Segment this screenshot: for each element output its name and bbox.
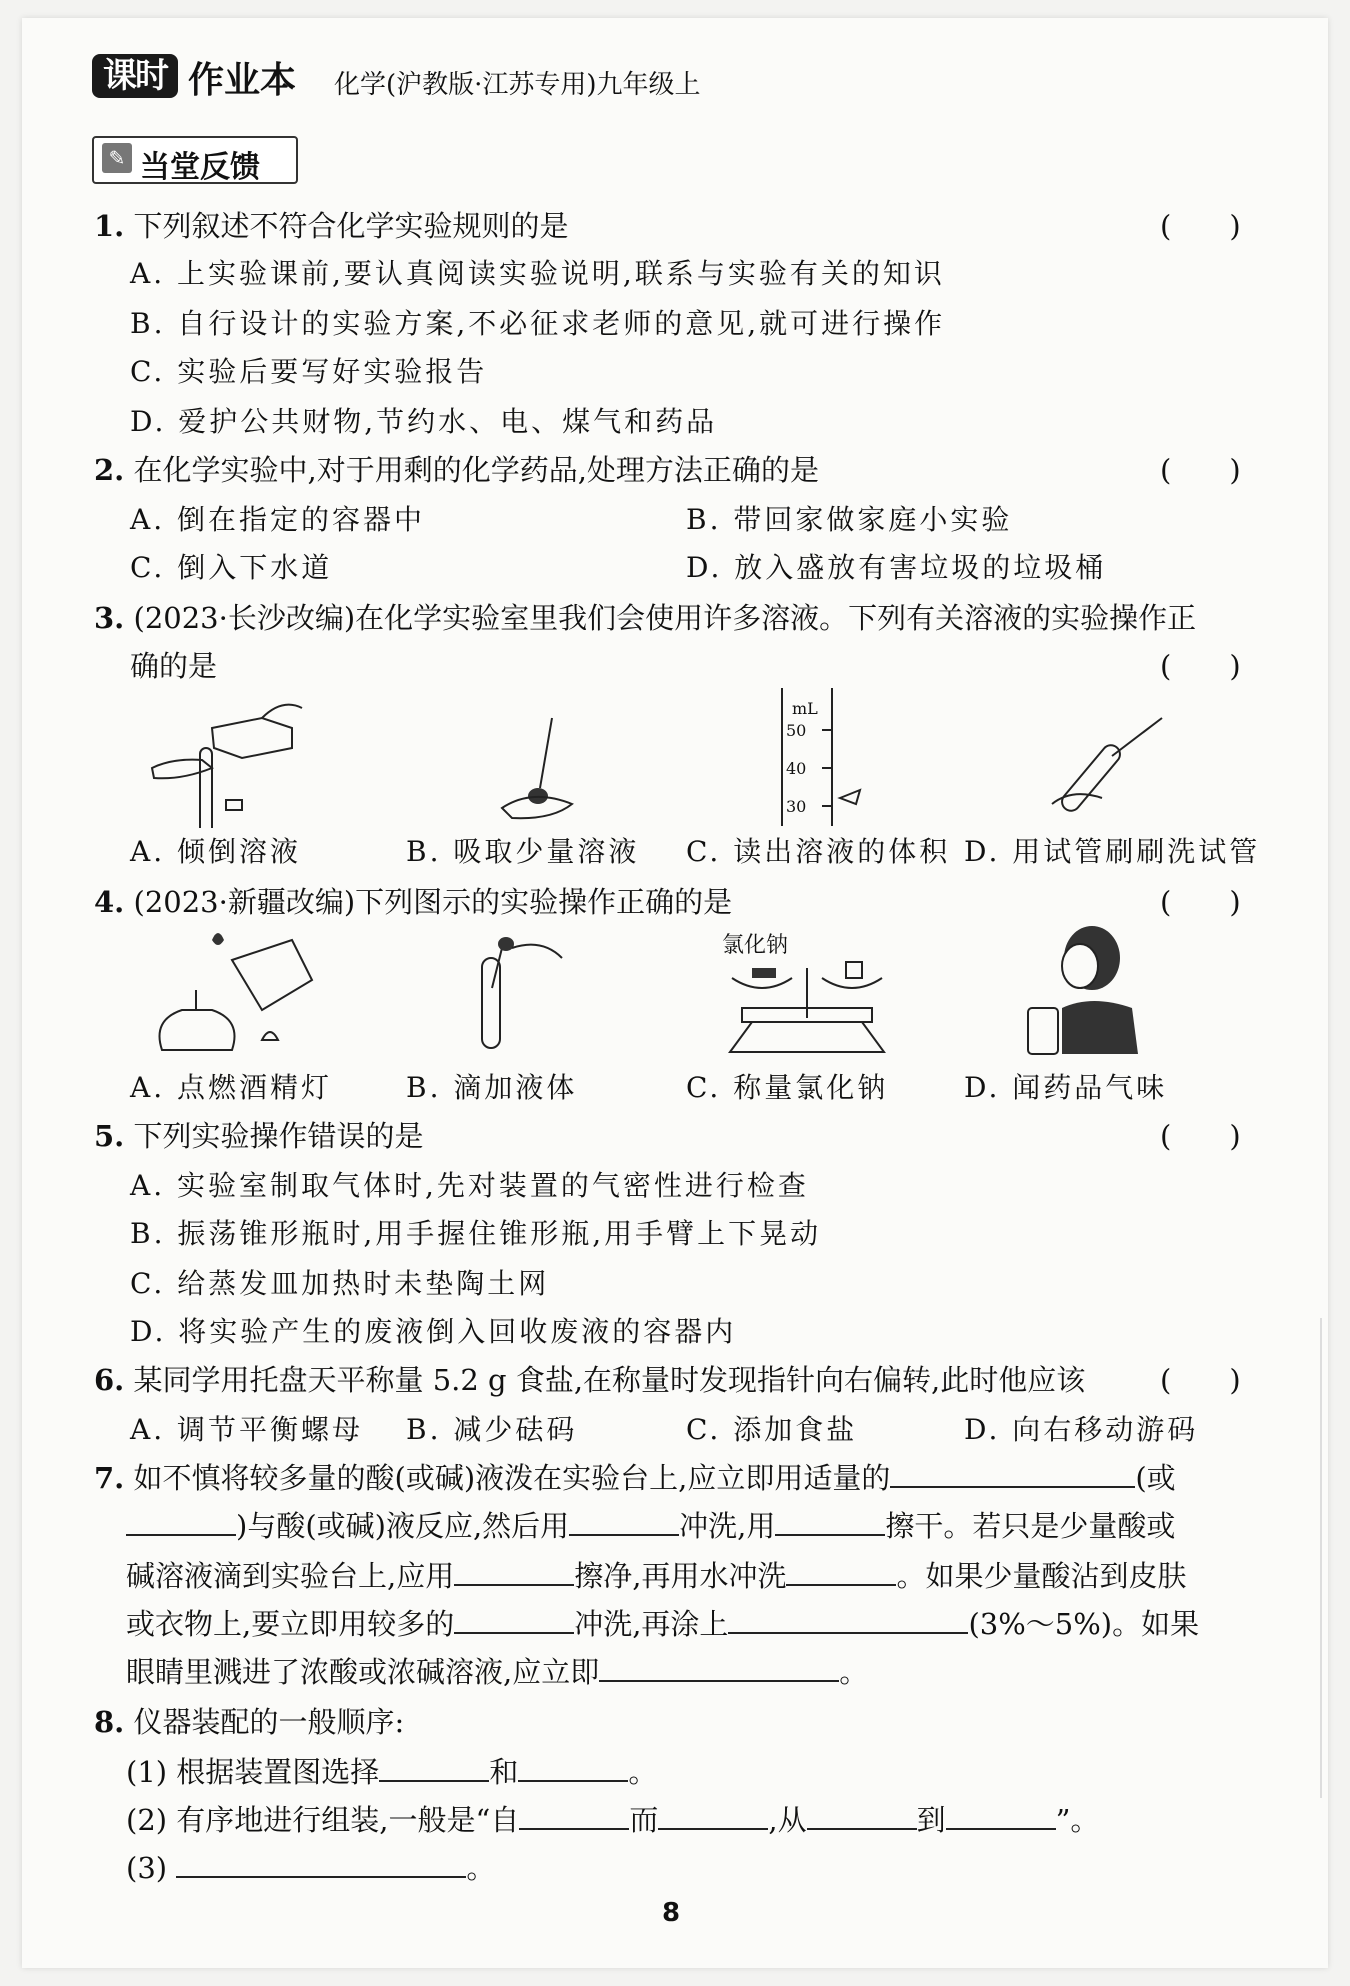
q5-option-a: A. 实验室制取气体时,先对装置的气密性进行检查 (130, 1169, 809, 1202)
q2-option-a: A. 倒在指定的容器中 (130, 503, 426, 536)
q6-option-b: B. 减少砝码 (406, 1413, 578, 1446)
balance-scale-figure (722, 958, 892, 1058)
q3-number: 3. (94, 601, 125, 635)
section-header (92, 136, 298, 184)
q7-text-4c: (3%～5%)。如果 (968, 1607, 1200, 1641)
q3-answer-paren[interactable]: ( ) (1160, 649, 1241, 683)
dropper-figure (492, 708, 602, 828)
q8-blank-5[interactable] (807, 1802, 917, 1830)
q3-stem (94, 596, 1196, 637)
q8-number: 8. (94, 1705, 125, 1739)
q7-text-4b: 冲洗,再涂上 (574, 1607, 729, 1641)
q1-text: 下列叙述不符合化学实验规则的是 (133, 209, 569, 243)
q7-line-2 (126, 1504, 1175, 1545)
q5-text: 下列实验操作错误的是 (133, 1119, 424, 1153)
q7-number: 7. (94, 1461, 125, 1495)
q3-text-cont: 确的是 (130, 649, 218, 683)
q8-text-2d: 到 (916, 1803, 946, 1837)
q8-blank-6[interactable] (946, 1802, 1056, 1830)
q8-text-2a: (2) 有序地进行组装,一般是“自 (126, 1803, 520, 1837)
q8-blank-3[interactable] (519, 1802, 629, 1830)
q7-text-2c: 擦干。若只是少量酸或 (885, 1509, 1176, 1543)
series-title: 作业本 (188, 60, 297, 101)
q7-blank-4[interactable] (775, 1508, 885, 1536)
test-tube-brush-figure (1042, 708, 1192, 828)
q1-answer-paren[interactable]: ( ) (1160, 209, 1241, 243)
q7-text-4a: 或衣物上,要立即用较多的 (126, 1607, 455, 1641)
pencil-icon: ✎ (102, 143, 132, 173)
section-title: 当堂反馈 (140, 150, 260, 185)
q8-text-3a: (3) (126, 1851, 168, 1885)
q7-blank-6[interactable] (786, 1558, 896, 1586)
q4-option-c: C. 称量氯化钠 (686, 1071, 889, 1104)
q2-number: 2. (94, 453, 125, 487)
q8-blank-4[interactable] (658, 1802, 768, 1830)
q5-number: 5. (94, 1119, 125, 1153)
alcohol-lamp-figure (152, 920, 322, 1060)
q1-stem (94, 204, 569, 245)
q7-blank-3[interactable] (569, 1508, 679, 1536)
q8-text-1b: 和 (489, 1755, 519, 1789)
q6-option-d: D. 向右移动游码 (964, 1413, 1199, 1446)
q1-option-d: D. 爱护公共财物,节约水、电、煤气和药品 (130, 405, 718, 438)
q8-step-2 (126, 1798, 1099, 1839)
q7-blank-2[interactable] (126, 1508, 236, 1536)
q4-number: 4. (94, 885, 125, 919)
q8-blank-7[interactable] (176, 1850, 466, 1878)
q8-text-3b: 。 (466, 1851, 496, 1885)
q2-answer-paren[interactable]: ( ) (1160, 453, 1241, 487)
q7-line-4 (126, 1602, 1199, 1643)
margin-rule (1320, 1318, 1322, 1798)
cylinder-tick-30: 30 (786, 797, 807, 816)
q7-blank-9[interactable] (599, 1654, 839, 1682)
q5-stem (94, 1114, 424, 1155)
q5-option-b: B. 振荡锥形瓶时,用手握住锥形瓶,用手臂上下晃动 (130, 1217, 822, 1250)
page-number: 8 (662, 1898, 681, 1928)
q8-text-2c: ,从 (768, 1803, 807, 1837)
q1-number: 1. (94, 209, 125, 243)
q8-blank-2[interactable] (518, 1754, 628, 1782)
q4-answer-paren[interactable]: ( ) (1160, 885, 1241, 919)
q7-text-5b: 。 (839, 1655, 869, 1689)
q3-option-b: B. 吸取少量溶液 (406, 835, 640, 868)
q8-text: 仪器装配的一般顺序: (133, 1705, 405, 1739)
q7-line-1 (94, 1456, 1176, 1497)
q6-option-a: A. 调节平衡螺母 (130, 1413, 364, 1446)
q7-text-1b: (或 (1135, 1461, 1176, 1495)
q8-text-2b: 而 (629, 1803, 659, 1837)
pouring-liquid-figure (142, 688, 312, 828)
q6-stem (94, 1358, 1085, 1399)
q5-answer-paren[interactable]: ( ) (1160, 1119, 1241, 1153)
series-badge: 课时 (92, 54, 178, 98)
cylinder-tick-40: 40 (786, 759, 807, 778)
subject-title: 化学(沪教版·江苏专用)九年级上 (334, 70, 701, 100)
q4-option-b: B. 滴加液体 (406, 1071, 578, 1104)
q3-text: (2023·长沙改编)在化学实验室里我们会使用许多溶液。下列有关溶液的实验操作正 (133, 601, 1197, 635)
q2-option-d: D. 放入盛放有害垃圾的垃圾桶 (686, 551, 1107, 584)
q8-stem (94, 1700, 404, 1741)
q8-step-3 (126, 1846, 495, 1887)
q7-blank-1[interactable] (890, 1460, 1135, 1488)
q7-text-3a: 碱溶液滴到实验台上,应用 (126, 1559, 455, 1593)
q2-option-b: B. 带回家做家庭小实验 (686, 503, 1013, 536)
cylinder-tick-50: 50 (786, 721, 807, 740)
q4-text: (2023·新疆改编)下列图示的实验操作正确的是 (133, 885, 733, 919)
q1-option-b: B. 自行设计的实验方案,不必征求老师的意见,就可进行操作 (130, 307, 946, 340)
q4-option-a: A. 点燃酒精灯 (130, 1071, 333, 1104)
q6-number: 6. (94, 1363, 125, 1397)
q8-step-1 (126, 1750, 657, 1791)
q7-text-3b: 擦净,再用水冲洗 (574, 1559, 787, 1593)
q7-text-5a: 眼睛里溅进了浓酸或浓碱溶液,应立即 (126, 1655, 600, 1689)
q7-line-5 (126, 1650, 868, 1691)
cylinder-unit: mL (792, 699, 818, 718)
q2-option-c: C. 倒入下水道 (130, 551, 333, 584)
q7-text-2a: )与酸(或碱)液反应,然后用 (236, 1509, 570, 1543)
q5-option-d: D. 将实验产生的废液倒入回收废液的容器内 (130, 1315, 737, 1348)
q6-option-c: C. 添加食盐 (686, 1413, 858, 1446)
scale-label: 氯化钠 (722, 933, 789, 958)
q4-option-d: D. 闻药品气味 (964, 1071, 1168, 1104)
q8-text-1a: (1) 根据装置图选择 (126, 1755, 380, 1789)
q7-line-3 (126, 1554, 1186, 1595)
dropping-liquid-figure (462, 928, 572, 1058)
worksheet-page (22, 18, 1328, 1968)
q7-blank-7[interactable] (454, 1606, 574, 1634)
q8-text-2e: ”。 (1055, 1803, 1100, 1837)
q2-text: 在化学实验中,对于用剩的化学药品,处理方法正确的是 (133, 453, 819, 487)
q1-option-c: C. 实验后要写好实验报告 (130, 355, 488, 388)
q3-option-c: C. 读出溶液的体积 (686, 835, 951, 868)
q6-text: 某同学用托盘天平称量 5.2 g 食盐,在称量时发现指针向右偏转,此时他应该 (133, 1363, 1086, 1397)
q7-text-1a: 如不慎将较多量的酸(或碱)液泼在实验台上,应立即用适量的 (133, 1461, 891, 1495)
q4-stem (94, 880, 732, 921)
q8-text-1c: 。 (628, 1755, 658, 1789)
smelling-chemical-figure (1022, 918, 1152, 1058)
q7-blank-5[interactable] (454, 1558, 574, 1586)
q6-answer-paren[interactable]: ( ) (1160, 1363, 1241, 1397)
graduated-cylinder-figure (760, 678, 870, 828)
q7-blank-8[interactable] (728, 1606, 968, 1634)
q7-text-3c: 。如果少量酸沾到皮肤 (896, 1559, 1187, 1593)
q1-option-a: A. 上实验课前,要认真阅读实验说明,联系与实验有关的知识 (130, 257, 945, 290)
q2-stem (94, 448, 819, 489)
q7-text-2b: 冲洗,用 (679, 1509, 776, 1543)
q5-option-c: C. 给蒸发皿加热时未垫陶土网 (130, 1267, 550, 1300)
q3-option-d: D. 用试管刷刷洗试管 (964, 835, 1261, 868)
q8-blank-1[interactable] (379, 1754, 489, 1782)
q3-option-a: A. 倾倒溶液 (130, 835, 302, 868)
